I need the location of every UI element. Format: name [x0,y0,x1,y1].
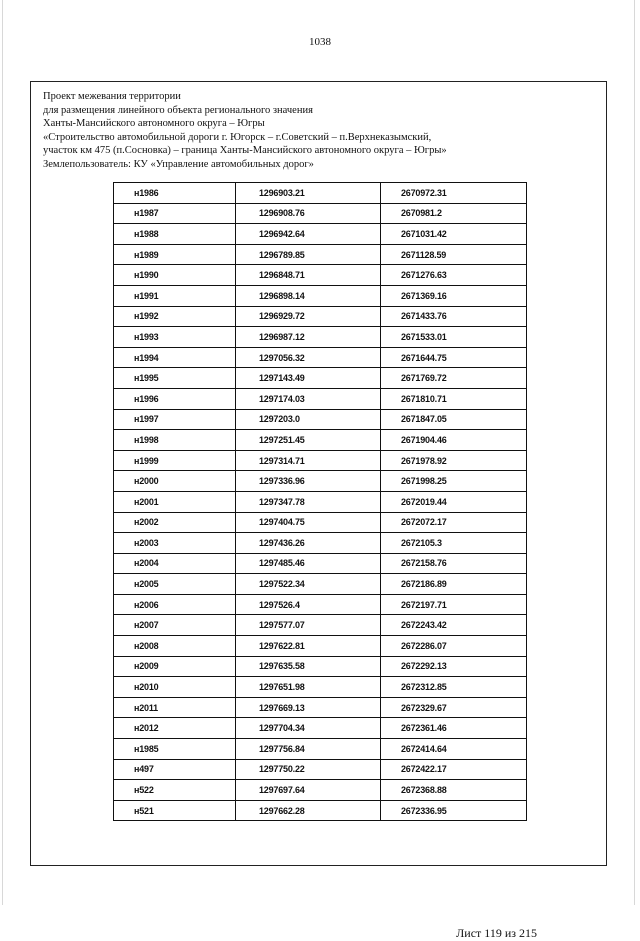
table-row [114,739,527,760]
x-coordinate-cell: 1297635.58 [236,656,381,677]
y-coordinate-cell: 2671276.63 [381,265,527,286]
table-row [114,327,527,348]
table-row [114,491,527,512]
point-id-cell: н1987 [114,203,236,224]
point-id-cell: н2009 [114,656,236,677]
x-coordinate-cell: 1297750.22 [236,759,381,780]
y-coordinate-cell: 2672019.44 [381,491,527,512]
y-coordinate-cell: 2670972.31 [381,183,527,204]
y-coordinate-cell: 2671433.76 [381,306,527,327]
x-coordinate-cell: 1297697.64 [236,780,381,801]
x-coordinate-cell: 1296789.85 [236,244,381,265]
point-id-cell: н1988 [114,224,236,245]
y-coordinate-cell: 2672105.3 [381,533,527,554]
point-id-cell: н1992 [114,306,236,327]
x-coordinate-cell: 1297056.32 [236,347,381,368]
table-row [114,368,527,389]
table-row [114,285,527,306]
y-coordinate-cell: 2672197.71 [381,594,527,615]
x-coordinate-cell: 1296903.21 [236,183,381,204]
point-id-cell: н1994 [114,347,236,368]
point-id-cell: н497 [114,759,236,780]
table-row [114,677,527,698]
point-id-cell: н2002 [114,512,236,533]
x-coordinate-cell: 1296987.12 [236,327,381,348]
table-row [114,306,527,327]
point-id-cell: н1998 [114,430,236,451]
point-id-cell: н1993 [114,327,236,348]
header-line: Ханты-Мансийского автономного округа – Югры [43,118,265,129]
point-id-cell: н2004 [114,553,236,574]
x-coordinate-cell: 1297174.03 [236,388,381,409]
page-number: 1038 [309,36,331,48]
x-coordinate-cell: 1297143.49 [236,368,381,389]
point-id-cell: н522 [114,780,236,801]
y-coordinate-cell: 2672368.88 [381,780,527,801]
y-coordinate-cell: 2672072.17 [381,512,527,533]
x-coordinate-cell: 1297662.28 [236,800,381,821]
y-coordinate-cell: 2672292.13 [381,656,527,677]
header-line: Землепользователь: КУ «Управление автомобильных дорог» [43,158,314,170]
y-coordinate-cell: 2671031.42 [381,224,527,245]
y-coordinate-cell: 2672312.85 [381,677,527,698]
y-coordinate-cell: 2672186.89 [381,574,527,595]
point-id-cell: н1999 [114,450,236,471]
point-id-cell: н2011 [114,697,236,718]
point-id-cell: н1995 [114,368,236,389]
point-id-cell: н2008 [114,636,236,657]
x-coordinate-cell: 1297203.0 [236,409,381,430]
x-coordinate-cell: 1297526.4 [236,594,381,615]
y-coordinate-cell: 2672361.46 [381,718,527,739]
y-coordinate-cell: 2671978.92 [381,450,527,471]
y-coordinate-cell: 2671128.59 [381,244,527,265]
point-id-cell: н1989 [114,244,236,265]
sheet-label: Лист 119 из 215 [456,926,537,940]
y-coordinate-cell: 2672336.95 [381,800,527,821]
x-coordinate-cell: 1297404.75 [236,512,381,533]
table-row [114,533,527,554]
point-id-cell: н521 [114,800,236,821]
y-coordinate-cell: 2670981.2 [381,203,527,224]
coordinates-table [113,182,527,821]
header-line: для размещения линейного объекта регионального значения [43,104,313,116]
y-coordinate-cell: 2671998.25 [381,471,527,492]
x-coordinate-cell: 1296942.64 [236,224,381,245]
header-line: Проект межевания территории [43,91,181,102]
table-row [114,224,527,245]
x-coordinate-cell: 1297436.26 [236,533,381,554]
point-id-cell: н1997 [114,409,236,430]
point-id-cell: н1985 [114,739,236,760]
coordinates-table-body [114,183,527,821]
x-coordinate-cell: 1296898.14 [236,285,381,306]
x-coordinate-cell: 1297251.45 [236,430,381,451]
point-id-cell: н1990 [114,265,236,286]
table-row [114,347,527,368]
point-id-cell: н2012 [114,718,236,739]
point-id-cell: н2000 [114,471,236,492]
point-id-cell: н2010 [114,677,236,698]
table-row [114,656,527,677]
header-line: участок км 475 (п.Сосновка) – граница Ханты-Мансийского автономного округа – Югры» [43,145,447,156]
x-coordinate-cell: 1297622.81 [236,636,381,657]
table-row [114,800,527,821]
scan-edge-left [2,0,3,905]
x-coordinate-cell: 1296908.76 [236,203,381,224]
y-coordinate-cell: 2672414.64 [381,739,527,760]
x-coordinate-cell: 1296848.71 [236,265,381,286]
x-coordinate-cell: 1297522.34 [236,574,381,595]
x-coordinate-cell: 1297704.34 [236,718,381,739]
point-id-cell: н2005 [114,574,236,595]
table-row [114,636,527,657]
point-id-cell: н1991 [114,285,236,306]
point-id-cell: н2003 [114,533,236,554]
header-line: «Строительство автомобильной дороги г. Югорск – г.Советский – п.Верхнеказымский, [43,131,432,143]
table-row [114,615,527,636]
x-coordinate-cell: 1297651.98 [236,677,381,698]
y-coordinate-cell: 2672243.42 [381,615,527,636]
y-coordinate-cell: 2672286.07 [381,636,527,657]
y-coordinate-cell: 2671533.01 [381,327,527,348]
scan-edge-right [634,0,635,905]
table-row [114,409,527,430]
y-coordinate-cell: 2671847.05 [381,409,527,430]
y-coordinate-cell: 2672158.76 [381,553,527,574]
table-row [114,244,527,265]
point-id-cell: н2006 [114,594,236,615]
table-row [114,203,527,224]
table-row [114,718,527,739]
document-header [43,90,447,171]
table-row [114,759,527,780]
y-coordinate-cell: 2672329.67 [381,697,527,718]
table-row [114,512,527,533]
point-id-cell: н1996 [114,388,236,409]
x-coordinate-cell: 1297485.46 [236,553,381,574]
document-frame [30,81,607,940]
x-coordinate-cell: 1297336.96 [236,471,381,492]
x-coordinate-cell: 1296929.72 [236,306,381,327]
table-row [114,265,527,286]
x-coordinate-cell: 1297756.84 [236,739,381,760]
table-row [114,471,527,492]
x-coordinate-cell: 1297347.78 [236,491,381,512]
table-row [114,430,527,451]
y-coordinate-cell: 2672422.17 [381,759,527,780]
point-id-cell: н2001 [114,491,236,512]
y-coordinate-cell: 2671769.72 [381,368,527,389]
table-row [114,388,527,409]
y-coordinate-cell: 2671644.75 [381,347,527,368]
table-row [114,780,527,801]
table-row [114,594,527,615]
x-coordinate-cell: 1297669.13 [236,697,381,718]
table-row [114,697,527,718]
y-coordinate-cell: 2671904.46 [381,430,527,451]
table-row [114,553,527,574]
table-row [114,183,527,204]
y-coordinate-cell: 2671369.16 [381,285,527,306]
table-row [114,450,527,471]
table-row [114,574,527,595]
y-coordinate-cell: 2671810.71 [381,388,527,409]
x-coordinate-cell: 1297577.07 [236,615,381,636]
x-coordinate-cell: 1297314.71 [236,450,381,471]
point-id-cell: н2007 [114,615,236,636]
point-id-cell: н1986 [114,183,236,204]
